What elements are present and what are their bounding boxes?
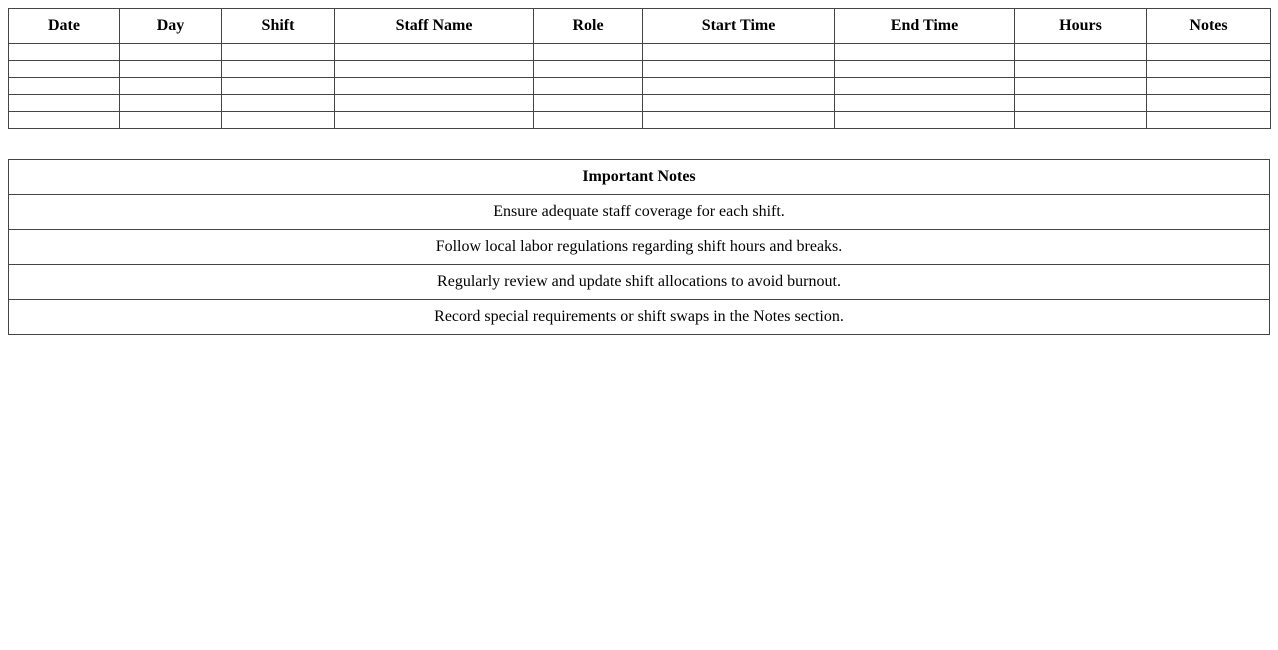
cell-role [534, 112, 643, 129]
note-coverage: Ensure adequate staff coverage for each shift. [9, 195, 1270, 230]
table-row [9, 95, 1271, 112]
cell-notes [1147, 112, 1271, 129]
cell-start-time [643, 61, 835, 78]
cell-day [120, 44, 222, 61]
column-header-end-time: End Time [835, 9, 1015, 44]
cell-staff-name [335, 61, 534, 78]
cell-staff-name [335, 44, 534, 61]
cell-day [120, 95, 222, 112]
cell-role [534, 44, 643, 61]
table-row [9, 61, 1271, 78]
cell-date [9, 112, 120, 129]
cell-day [120, 61, 222, 78]
cell-hours [1015, 44, 1147, 61]
cell-shift [222, 112, 335, 129]
cell-start-time [643, 112, 835, 129]
cell-end-time [835, 78, 1015, 95]
column-header-date: Date [9, 9, 120, 44]
list-item [9, 300, 1270, 335]
cell-notes [1147, 61, 1271, 78]
table-row [9, 78, 1271, 95]
cell-hours [1015, 61, 1147, 78]
cell-shift [222, 95, 335, 112]
table-row [9, 112, 1271, 129]
column-header-role: Role [534, 9, 643, 44]
column-header-day: Day [120, 9, 222, 44]
list-item [9, 195, 1270, 230]
table-row [9, 44, 1271, 61]
cell-role [534, 78, 643, 95]
cell-end-time [835, 61, 1015, 78]
cell-end-time [835, 95, 1015, 112]
cell-role [534, 95, 643, 112]
cell-start-time [643, 44, 835, 61]
cell-role [534, 61, 643, 78]
cell-shift [222, 44, 335, 61]
note-record-requirements: Record special requirements or shift swaps in the Notes section. [9, 300, 1270, 335]
column-header-staff-name: Staff Name [335, 9, 534, 44]
list-item [9, 265, 1270, 300]
important-notes-table [8, 159, 1270, 335]
cell-date [9, 44, 120, 61]
note-review-allocations: Regularly review and update shift allocations to avoid burnout. [9, 265, 1270, 300]
cell-notes [1147, 44, 1271, 61]
cell-day [120, 78, 222, 95]
cell-hours [1015, 78, 1147, 95]
cell-day [120, 112, 222, 129]
column-header-shift: Shift [222, 9, 335, 44]
important-notes-title: Important Notes [9, 160, 1270, 195]
cell-shift [222, 78, 335, 95]
cell-shift [222, 61, 335, 78]
column-header-hours: Hours [1015, 9, 1147, 44]
cell-date [9, 61, 120, 78]
notes-header-row [9, 160, 1270, 195]
list-item [9, 230, 1270, 265]
schedule-header-row [9, 9, 1271, 44]
page-content [8, 8, 1270, 335]
cell-notes [1147, 95, 1271, 112]
column-header-start-time: Start Time [643, 9, 835, 44]
column-header-notes: Notes [1147, 9, 1271, 44]
cell-date [9, 78, 120, 95]
cell-notes [1147, 78, 1271, 95]
cell-staff-name [335, 78, 534, 95]
cell-start-time [643, 78, 835, 95]
note-labor-regulations: Follow local labor regulations regarding shift hours and breaks. [9, 230, 1270, 265]
cell-end-time [835, 44, 1015, 61]
cell-hours [1015, 95, 1147, 112]
cell-end-time [835, 112, 1015, 129]
cell-start-time [643, 95, 835, 112]
cell-date [9, 95, 120, 112]
cell-staff-name [335, 95, 534, 112]
shift-schedule-table [8, 8, 1271, 129]
cell-staff-name [335, 112, 534, 129]
cell-hours [1015, 112, 1147, 129]
